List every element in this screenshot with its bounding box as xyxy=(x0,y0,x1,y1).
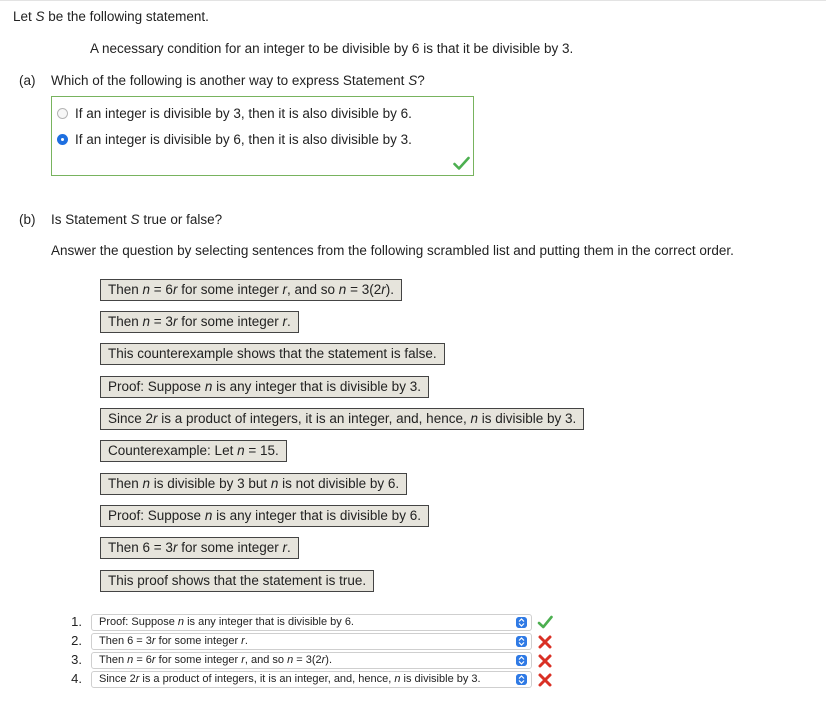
tile-var: r xyxy=(282,314,287,329)
tile-text: is any integer that is divisible by 6. xyxy=(212,508,421,523)
part-b-q-suffix: true or false? xyxy=(139,212,223,227)
tile-3[interactable] xyxy=(100,343,445,365)
tile-text: Then 6 = 3 xyxy=(108,540,173,555)
tile-text: is divisible by 3. xyxy=(478,411,577,426)
select-text: Then xyxy=(99,654,128,666)
tile-text: Then xyxy=(108,282,143,297)
answer-1-number: 1. xyxy=(71,614,82,629)
tile-4[interactable] xyxy=(100,376,429,398)
tile-text: . xyxy=(287,314,291,329)
tile-1[interactable] xyxy=(100,279,402,301)
option-2[interactable] xyxy=(57,130,412,148)
select-var: r xyxy=(151,635,156,647)
select-text: is any integer that is divisible by 6. xyxy=(184,616,354,628)
select-var: r xyxy=(241,654,245,666)
tile-text: This counterexample shows that the statement is false. xyxy=(108,346,437,361)
part-a-choice-box xyxy=(51,96,474,176)
select-arrows-icon[interactable] xyxy=(516,617,527,628)
part-a-q-var: S xyxy=(408,73,418,88)
select-arrows-icon[interactable] xyxy=(516,636,527,647)
tile-6[interactable] xyxy=(100,440,287,462)
tile-var: n xyxy=(142,476,151,491)
check-icon xyxy=(453,156,470,171)
option-1-label[interactable]: If an integer is divisible by 3, then it is also divisible by 6. xyxy=(75,105,412,121)
select-text: = 6 xyxy=(133,654,152,666)
tile-var: r xyxy=(282,282,287,297)
tile-text: for some integer xyxy=(177,314,283,329)
part-b-question xyxy=(51,212,222,227)
tile-var: n xyxy=(338,282,347,297)
tile-text: , and so xyxy=(287,282,339,297)
tile-10[interactable] xyxy=(100,570,374,592)
part-a-q-suffix: ? xyxy=(417,73,425,88)
tile-text: is a product of integers, it is an integer, and, hence, xyxy=(157,411,471,426)
select-text: , and so xyxy=(244,654,288,666)
select-var: r xyxy=(151,654,156,666)
answer-2-select[interactable] xyxy=(91,633,532,650)
part-b-q-prefix: Is Statement xyxy=(51,212,131,227)
intro-suffix: be the following statement. xyxy=(44,9,209,24)
x-icon xyxy=(537,634,553,650)
tile-text: is divisible by 3 but xyxy=(150,476,271,491)
tile-text: . xyxy=(286,540,291,555)
x-icon xyxy=(537,653,553,669)
tile-var: r xyxy=(381,282,386,297)
tile-text: = 6 xyxy=(150,282,173,297)
tile-9[interactable] xyxy=(100,537,299,559)
answer-3-select[interactable] xyxy=(91,652,532,669)
part-b-instruction: Answer the question by selecting sentences from the following scrambled list and putting them in the correct order. xyxy=(51,243,734,258)
part-b-label: (b) xyxy=(19,212,36,227)
tile-7[interactable] xyxy=(100,473,407,495)
tile-text: Proof: Suppose xyxy=(108,508,205,523)
select-text: for some integer xyxy=(155,654,242,666)
tile-text: is not divisible by 6. xyxy=(278,476,400,491)
tile-var: n xyxy=(237,443,245,458)
tile-text: is any integer that is divisible by 3. xyxy=(212,379,421,394)
tile-8[interactable] xyxy=(100,505,429,527)
tile-text: for some integer xyxy=(177,540,283,555)
tile-var: r xyxy=(153,411,158,426)
select-text: Since 2 xyxy=(99,673,136,685)
select-var: r xyxy=(135,673,140,685)
part-b-q-var: S xyxy=(130,212,140,227)
tile-var: n xyxy=(204,379,213,394)
tile-5[interactable] xyxy=(100,408,584,430)
part-a-q-prefix: Which of the following is another way to express Statement xyxy=(51,73,409,88)
tile-2[interactable] xyxy=(100,311,299,333)
tile-text: for some integer xyxy=(177,282,283,297)
select-text: . xyxy=(244,635,248,647)
tile-text: This proof shows that the statement is true. xyxy=(108,573,367,588)
select-text: = 3(2 xyxy=(293,654,322,666)
top-divider xyxy=(0,0,826,1)
tile-var: r xyxy=(172,540,178,555)
tile-var: r xyxy=(282,540,287,555)
select-var: n xyxy=(127,654,134,666)
check-icon xyxy=(537,614,553,630)
tile-text: Counterexample: Let xyxy=(108,443,238,458)
select-arrows-icon[interactable] xyxy=(516,655,527,666)
answer-4-number: 4. xyxy=(71,671,82,686)
tile-text: Then xyxy=(108,476,143,491)
tile-var: n xyxy=(470,411,478,426)
tile-var: n xyxy=(142,314,151,329)
select-text: is a product of integers, it is an integer, and, hence, xyxy=(139,673,395,685)
tile-var: n xyxy=(142,282,151,297)
tile-var: r xyxy=(172,282,178,297)
select-arrows-icon[interactable] xyxy=(516,674,527,685)
tile-text: = 3(2 xyxy=(346,282,382,297)
x-icon xyxy=(537,672,553,688)
part-a-label: (a) xyxy=(19,73,36,88)
intro-prefix: Let xyxy=(13,9,36,24)
tile-text: Since 2 xyxy=(108,411,154,426)
select-var: n xyxy=(287,654,294,666)
tile-var: r xyxy=(172,314,178,329)
select-var: r xyxy=(241,635,245,647)
tile-var: n xyxy=(204,508,213,523)
answer-3-number: 3. xyxy=(71,652,82,667)
select-var: n xyxy=(177,616,185,628)
select-text: Proof: Suppose xyxy=(99,616,178,628)
select-text: for some integer xyxy=(155,635,242,647)
statement-text: A necessary condition for an integer to be divisible by 6 is that it be divisible by 3. xyxy=(90,41,574,56)
intro-var: S xyxy=(35,9,45,24)
tile-text: = 3 xyxy=(150,314,173,329)
part-a-question xyxy=(51,73,425,88)
intro-line xyxy=(13,9,209,24)
tile-var: n xyxy=(270,476,279,491)
tile-text: Proof: Suppose xyxy=(108,379,205,394)
select-var: r xyxy=(321,654,326,666)
select-text: ). xyxy=(325,654,333,666)
answer-2-number: 2. xyxy=(71,633,82,648)
select-text: Then 6 = 3 xyxy=(99,635,152,647)
option-2-radio[interactable] xyxy=(57,134,68,145)
option-1[interactable] xyxy=(57,104,412,122)
answer-4-select[interactable] xyxy=(91,671,532,688)
answer-1-select[interactable] xyxy=(91,614,532,631)
option-2-label[interactable]: If an integer is divisible by 6, then it is also divisible by 3. xyxy=(75,131,412,147)
select-var: n xyxy=(394,673,401,685)
option-1-radio[interactable] xyxy=(57,108,68,119)
tile-text: Then xyxy=(108,314,143,329)
tile-text: ). xyxy=(385,282,394,297)
tile-text: = 15. xyxy=(244,443,279,458)
select-text: is divisible by 3. xyxy=(400,673,481,685)
